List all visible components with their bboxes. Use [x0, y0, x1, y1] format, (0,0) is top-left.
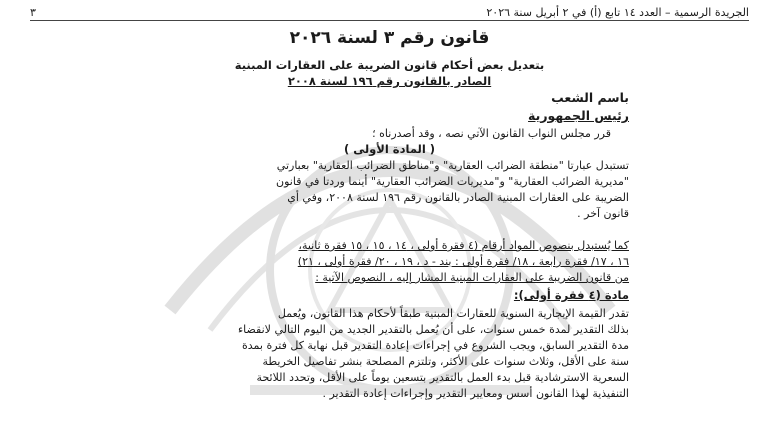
text-line: مدة التقدير السابق، ويجب الشروع في إجراءات إعادة التقدير قبل نهاية كل فترة بمدة — [242, 339, 629, 352]
article-one-heading: ( المادة الأولى ) — [343, 142, 436, 156]
text-line: تقدر القيمة الإيجارية السنوية للعقارات المبنية طبقاً لأحكام هذا القانون، ويُعمل — [277, 307, 629, 320]
preamble-president: رئيس الجمهورية — [528, 108, 629, 123]
text-line: التنفيذية لهذا القانون أسس ومعايير التقدير وإجراءات إعادة التقدير . — [322, 387, 629, 400]
text-line: كما يُستبدل بنصوص المواد أرقام (٤ فقرة أولى ، ١٤ ، ١٥ ، ١٥ فقرة ثانية، — [298, 239, 629, 252]
text-line: "مديرية الضرائب العقارية" و"مديريات الضرائب العقارية" أينما وردتا في قانون — [276, 175, 629, 188]
text-line: ١٦ ، ١٧/ فقرة رابعة ، ١٨/ فقرة أولى : بند - د ، ١٩ ، ٢٠/ فقرة أولى ، ٢١) — [297, 255, 629, 268]
text-line: سنة على الأقل، وثلاث سنوات على الأكثر، وتلتزم المصلحة بنشر تفاصيل الخريطة — [262, 355, 629, 368]
law-subtitle-2: الصادر بالقانون رقم ١٩٦ لسنة ٢٠٠٨ — [287, 74, 492, 88]
article-four-heading: مادة (٤ فقرة أولى): — [513, 288, 629, 302]
article-one-text — [159, 158, 629, 222]
text-line: السعرية الاسترشادية قبل بدء العمل بالتقدير بتسعين يوماً على الأقل، وتحدد اللائحة — [256, 371, 629, 384]
law-subtitle-1: بتعديل بعض أحكام قانون الضريبة على العقارات المبنية — [234, 58, 545, 72]
preamble-people: باسم الشعب — [551, 90, 629, 105]
article-four-text — [159, 306, 629, 402]
header-gazette-info: الجريدة الرسمية – العدد ١٤ تابع (أ) في ٢ أبريل سنة ٢٠٢٦ — [486, 5, 749, 19]
header-page-number: ٣ — [30, 5, 36, 19]
text-line: قانون آخر . — [577, 207, 629, 220]
text-line: تستبدل عبارتا "منطقة الضرائب العقارية" و"مناطق الضرائب العقارية" بعبارتي — [276, 159, 629, 172]
law-title: قانون رقم ٣ لسنة ٢٠٢٦ — [289, 28, 490, 48]
replacement-text — [159, 238, 629, 286]
text-line: بذلك التقدير لمدة خمس سنوات، على أن يُعمل بالتقدير الجديد من اليوم التالي لانقضاء — [237, 323, 629, 336]
text-line: من قانون الضريبة على العقارات المبنية المشار إليه ، النصوص الآتية : — [315, 271, 629, 284]
preamble-decree: قرر مجلس النواب القانون الآتي نصه ، وقد أصدرناه ؛ — [372, 127, 611, 140]
header-divider — [30, 20, 749, 21]
text-line: الضريبة على العقارات المبنية الصادر بالقانون رقم ١٩٦ لسنة ٢٠٠٨، وفي أي — [287, 191, 629, 204]
gazette-header — [30, 4, 749, 20]
